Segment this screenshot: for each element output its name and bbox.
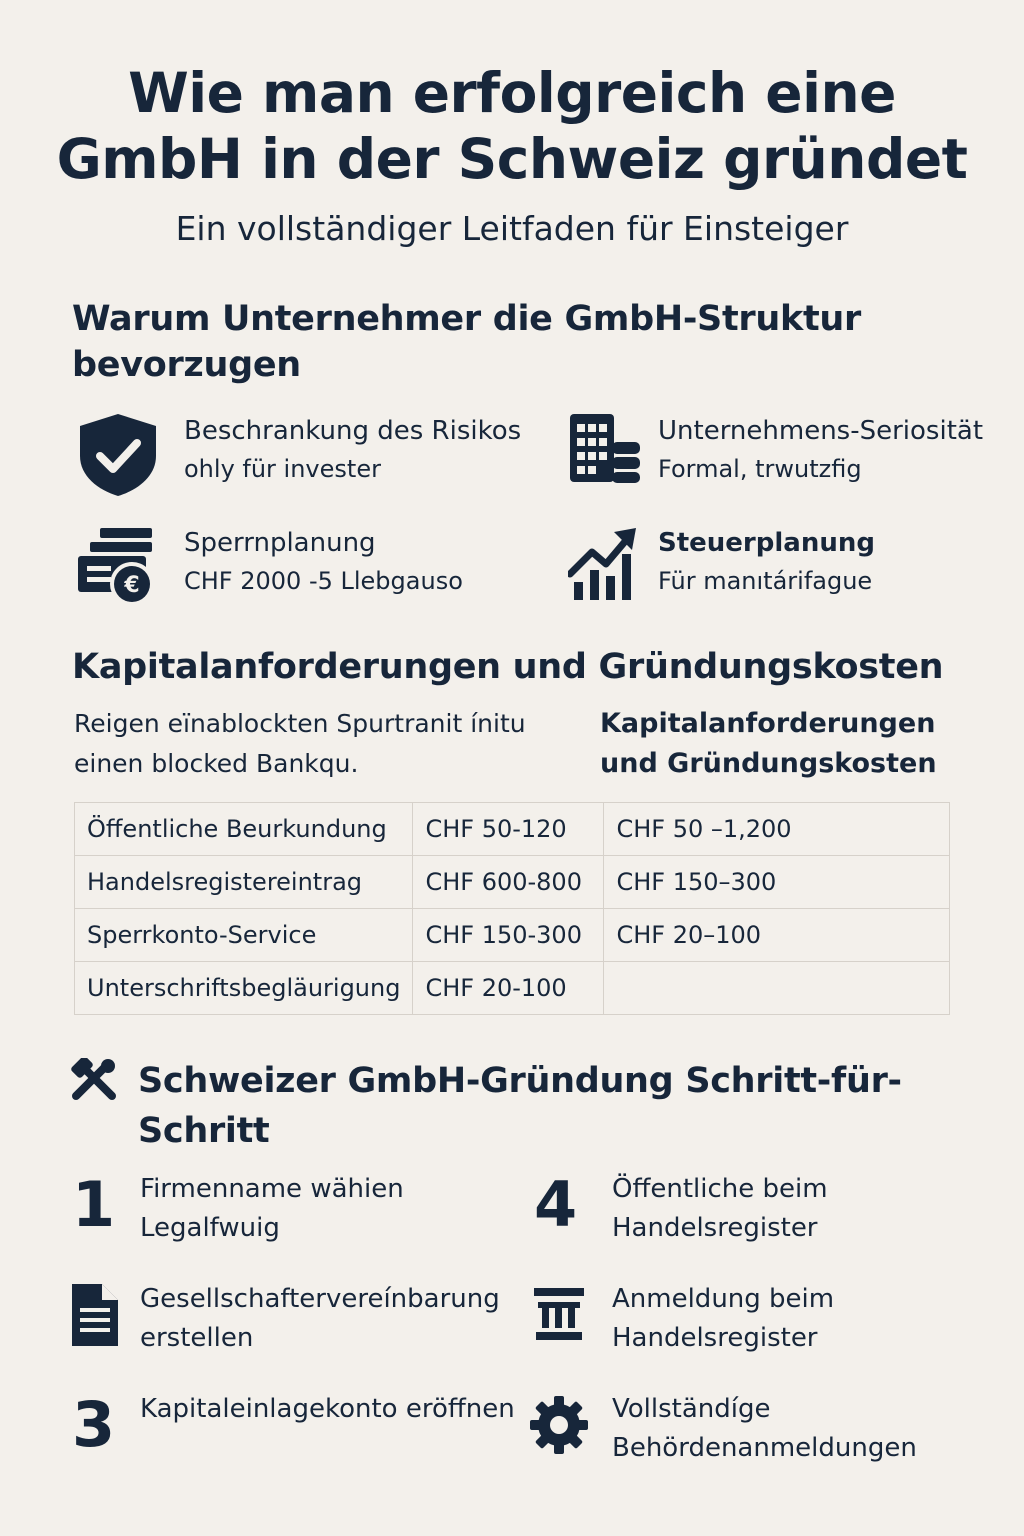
step-number: 1: [72, 1168, 116, 1241]
cost-value-a: CHF 50-120: [413, 803, 604, 856]
gear-icon: [530, 1396, 588, 1458]
money-euro-icon: [78, 524, 158, 610]
step-title: Anmeldung beim: [612, 1284, 835, 1314]
step-title: Öffentliche beim: [612, 1174, 828, 1204]
benefits-heading: Warum Unternehmer die GmbH-Struktur bevorzugen: [72, 299, 861, 385]
cost-value-b: CHF 150–300: [604, 856, 950, 909]
step-number: 3: [72, 1388, 116, 1461]
capital-description-line: Reigen eïnablockten Spurtranit ínitu: [74, 709, 526, 738]
benefit-description: ohly für invester: [184, 455, 381, 483]
cost-value-b: CHF 20–100: [604, 909, 950, 962]
steps-heading-line: Schweizer GmbH-Gründung Schritt-für-: [138, 1061, 902, 1101]
step-title: Firmenname wähien: [140, 1174, 404, 1204]
table-row: [75, 803, 950, 856]
capital-column-heading: [600, 704, 1000, 784]
benefit-title: Beschrankung des Risikos: [184, 416, 522, 446]
cost-value-a: CHF 150-300: [413, 909, 604, 962]
benefit-description: Für manıtárifague: [658, 567, 873, 595]
table-row: [75, 856, 950, 909]
benefit-title: Steuerplanung: [658, 528, 875, 558]
benefit-title: Unternehmens-Seriosität: [658, 416, 984, 446]
step-subtitle: Legalfwuig: [140, 1213, 280, 1243]
capital-column-heading-line: und Gründungskosten: [600, 748, 937, 779]
cost-label: Sperrkonto-Service: [75, 909, 413, 962]
cost-label: Öffentliche Beurkundung: [75, 803, 413, 856]
bank-icon: [534, 1288, 584, 1346]
page-subtitle: Ein vollständiger Leitfaden für Einsteiger: [175, 209, 849, 248]
step-title: Vollständíge: [612, 1394, 771, 1424]
capital-description: [74, 704, 554, 784]
step-number: 4: [534, 1168, 578, 1241]
step-subtitle: Handelsregister: [612, 1323, 818, 1353]
cost-label: Unterschriftsbegläurigung: [75, 962, 413, 1015]
cost-value-b: CHF 50 –1,200: [604, 803, 950, 856]
building-icon: [570, 412, 640, 488]
page-title: Wie man erfolgreich eine GmbH in der Schweiz gründet: [56, 61, 968, 191]
document-icon: [72, 1284, 118, 1350]
costs-table: [74, 802, 950, 1015]
chart-trend-icon: [568, 524, 640, 606]
steps-heading-line: Schritt: [138, 1111, 270, 1151]
step-subtitle: Handelsregister: [612, 1213, 818, 1243]
cost-value-a: CHF 20-100: [413, 962, 604, 1015]
cost-value-b: [604, 962, 950, 1015]
cost-label: Handelsregistereintrag: [75, 856, 413, 909]
step-subtitle: Behördenanmeldungen: [612, 1433, 917, 1463]
steps-heading: [138, 1056, 998, 1156]
shield-check-icon: [78, 412, 158, 502]
hammer-wrench-icon: [70, 1058, 118, 1106]
capital-column-heading-line: Kapitalanforderungen: [600, 708, 936, 739]
table-row: [75, 909, 950, 962]
svg-text:€: €: [124, 573, 140, 598]
benefit-description: CHF 2000 -5 Llebgauso: [184, 567, 463, 595]
step-title: Gesellschaftervereínbarung: [140, 1284, 500, 1314]
capital-heading: Kapitalanforderungen und Gründungskosten: [72, 647, 944, 687]
capital-description-line: einen blocked Bankqu.: [74, 749, 359, 778]
benefit-title: Sperrnplanung: [184, 528, 376, 558]
table-row: [75, 962, 950, 1015]
benefit-description: Formal, trwutzfig: [658, 455, 862, 483]
step-subtitle: erstellen: [140, 1323, 254, 1353]
step-title: Kapitaleinlagekonto eröffnen: [140, 1394, 515, 1424]
cost-value-a: CHF 600-800: [413, 856, 604, 909]
